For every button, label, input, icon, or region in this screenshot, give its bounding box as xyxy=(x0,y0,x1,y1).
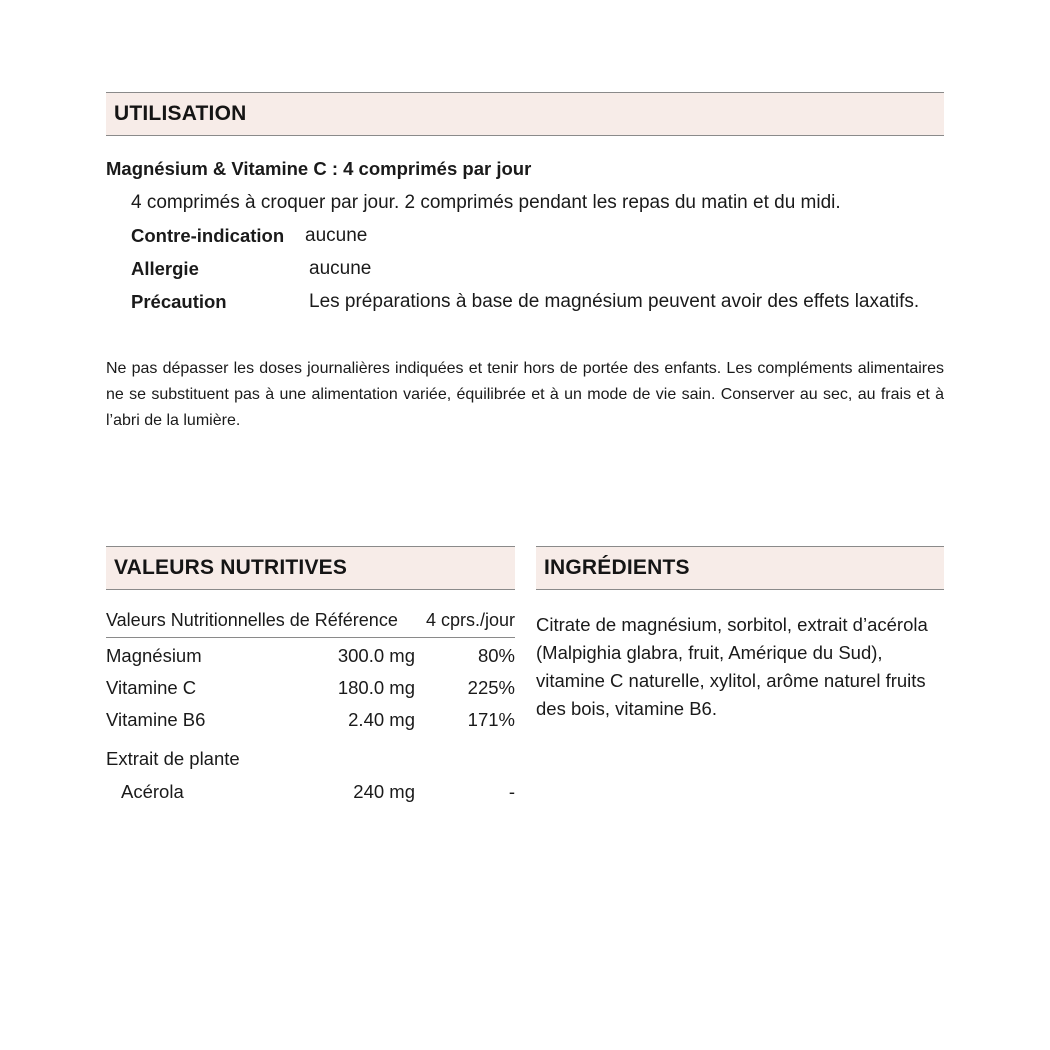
table-row xyxy=(106,709,515,737)
utilisation-title: UTILISATION xyxy=(114,102,247,125)
allergy-value: aucune xyxy=(309,258,372,279)
table-row xyxy=(106,781,515,809)
nutrition-header xyxy=(106,546,515,590)
utilisation-header xyxy=(106,92,944,136)
reference-label: Valeurs Nutritionnelles de Référence xyxy=(106,610,398,630)
nutrient-percent: 171% xyxy=(467,709,515,730)
warning-text: Ne pas dépasser les doses journalières indiquées et tenir hors de portée des enfants. Les compléments alimentaires ne se substituent pas à une alimentation variée, équilibrée et à un mode de vie sain. Conserver au sec, au frais et à l’abri de la lumière. xyxy=(106,360,944,429)
contraindication-value: aucune xyxy=(305,225,368,246)
ingredients-title: INGRÉDIENTS xyxy=(544,556,690,579)
precaution-label: Précaution xyxy=(131,291,227,312)
plant-percent: - xyxy=(508,781,515,802)
nutrient-amount: 300.0 mg xyxy=(337,645,415,666)
plant-extract-title-row xyxy=(106,748,515,776)
nutrient-percent: 80% xyxy=(477,645,515,666)
ingredients-header xyxy=(536,546,944,590)
nutrient-amount: 2.40 mg xyxy=(348,709,415,730)
nutrient-percent: 225% xyxy=(467,677,515,698)
nutrient-name: Vitamine C xyxy=(106,677,197,698)
usage-instructions: 4 comprimés à croquer par jour. 2 comprimés pendant les repas du matin et du midi. xyxy=(131,192,841,213)
dose-label: 4 cprs./jour xyxy=(425,610,515,630)
nutrient-name: Magnésium xyxy=(106,645,202,666)
plant-name: Acérola xyxy=(121,781,184,802)
ingredients-text: Citrate de magnésium, sorbitol, extrait d’acérola (Malpighia glabra, fruit, Amérique du Sud), vitamine C naturelle, xylitol, arôme naturel fruits des bois, vitamine B6. xyxy=(536,614,928,719)
precaution-value: Les préparations à base de magnésium peuvent avoir des effets laxatifs. xyxy=(309,291,920,312)
nutrition-title: VALEURS NUTRITIVES xyxy=(114,556,348,579)
nutrition-table-header xyxy=(106,610,515,638)
nutrient-amount: 180.0 mg xyxy=(337,677,415,698)
nutrient-name: Vitamine B6 xyxy=(106,709,206,730)
plant-amount: 240 mg xyxy=(353,781,415,802)
table-row xyxy=(106,645,515,673)
table-row xyxy=(106,677,515,705)
allergy-label: Allergie xyxy=(131,258,199,279)
usage-subtitle: Magnésium & Vitamine C : 4 comprimés par jour xyxy=(106,158,532,179)
contraindication-label: Contre-indication xyxy=(131,225,285,246)
plant-extract-title: Extrait de plante xyxy=(106,748,240,769)
